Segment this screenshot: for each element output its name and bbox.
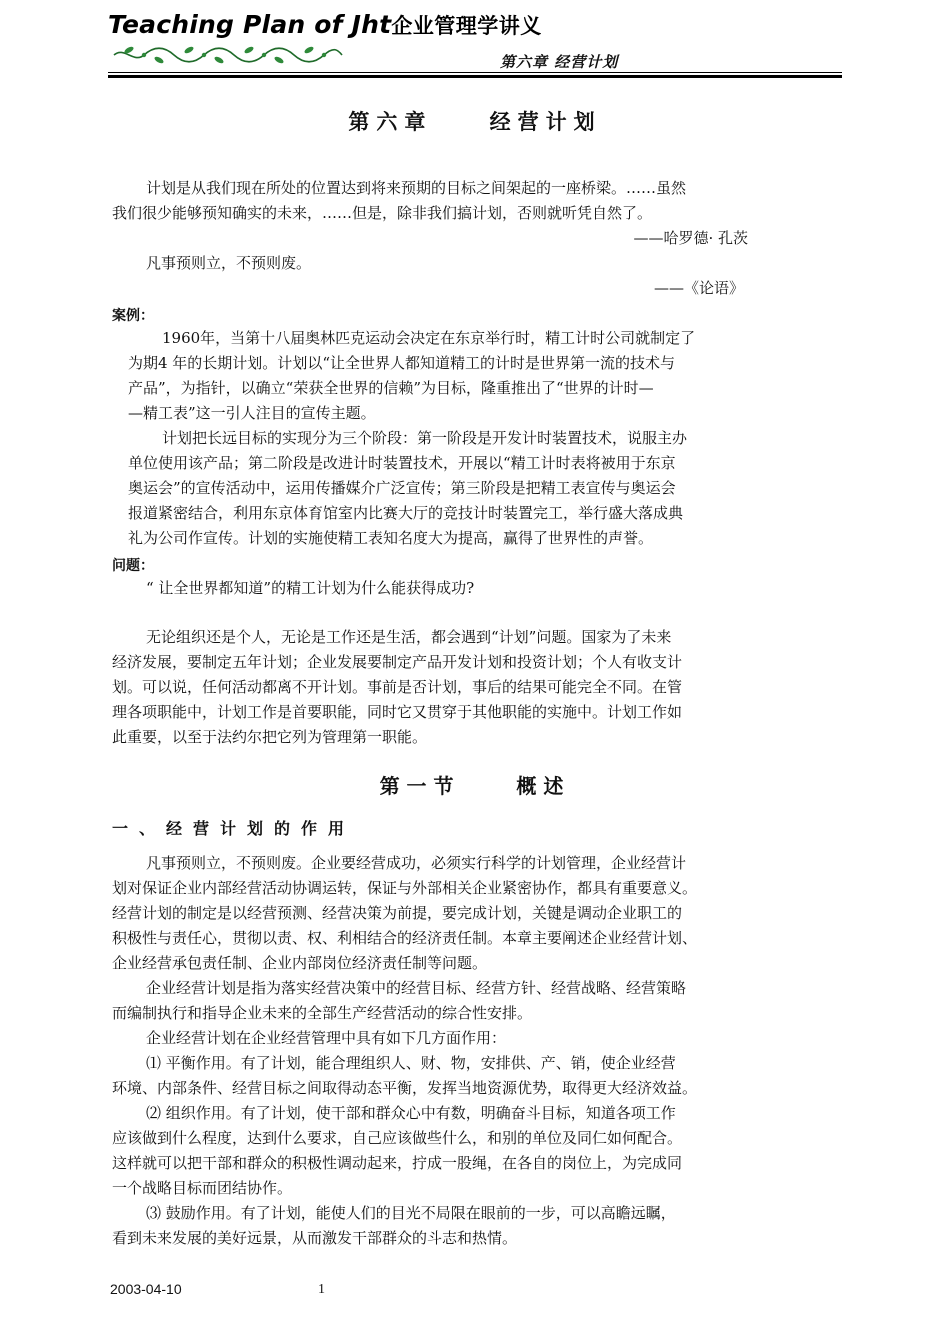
body-line: 划对保证企业内部经营活动协调运转，保证与外部相关企业紧密协作，都具有重要意义。 [112,879,698,897]
question-label: 问题： [112,558,154,574]
question-text: “ 让全世界都知道”的精工计划为什么能获得成功? [146,579,475,597]
body-line: 环境、内部条件、经营目标之间取得动态平衡，发挥当地资源优势，取得更大经济效益。 [112,1079,698,1097]
body-line: 一个战略目标而团结协作。 [112,1179,293,1197]
list-item: ⑴ 平衡作用。有了计划，能合理组织人、财、物，安排供、产、销，使企业经营 [146,1054,676,1072]
body-line: 积极性与责任心，贯彻以责、权、利相结合的经济责任制。本章主要阐述企业经营计划、 [112,929,698,947]
body-line: 应该做到什么程度，达到什么要求，自己应该做些什么，和别的单位及同仁如何配合。 [112,1129,683,1147]
quote-author: ——哈罗德· 孔茨 [633,229,748,247]
intro-line: 此重要，以至于法约尔把它列为管理第一职能。 [112,728,428,746]
case-line: 报道紧密结合，利用东京体育馆室内比赛大厅的竞技计时装置完工，举行盛大落成典 [128,504,684,522]
list-item: ⑵ 组织作用。有了计划，使干部和群众心中有数，明确奋斗目标，知道各项工作 [146,1104,676,1122]
case-line: 1960年，当第十八届奥林匹克运动会决定在东京举行时，精工计时公司就制定了 [162,329,696,347]
body-line: 而编制执行和指导企业未来的全部生产经营活动的综合性安排。 [112,1004,533,1022]
header-rule-thick [108,75,842,78]
list-item: ⑶ 鼓励作用。有了计划，能使人们的目光不局限在眼前的一步，可以高瞻远瞩， [146,1204,676,1222]
page-number: 1 [318,1282,325,1297]
footer-date: 2003-04-10 [110,1281,182,1297]
case-line: 为期4 年的长期计划。计划以“让全世界人都知道精工的计时是世界第一流的技术与 [128,354,675,372]
quote-source: ——《论语》 [653,279,744,297]
case-line: 单位使用该产品；第二阶段是改进计时装置技术，开展以“精工计时表将被用于东京 [128,454,676,472]
case-line: 礼为公司作宣传。计划的实施使精工表知名度大为提高，赢得了世界性的声誉。 [128,529,654,547]
subsection-title: 一、经营计划的作用 [112,819,356,838]
body-line: 企业经营承包责任制、企业内部岗位经济责任制等问题。 [112,954,488,972]
intro-line: 无论组织还是个人，无论是工作还是生活，都会遇到“计划”问题。国家为了未来 [146,628,672,646]
vine-ornament-icon [112,44,344,66]
case-line: 奥运会”的宣传活动中，运用传播媒介广泛宣传；第三阶段是把精工表宣传与奥运会 [128,479,676,497]
body-line: 看到未来发展的美好远景，从而激发干部群众的斗志和热情。 [112,1229,518,1247]
chapter-title: 第六章 经营计划 [348,110,602,134]
quote-line: 凡事预则立，不预则废。 [146,254,312,272]
case-line: —精工表”这一引人注目的宣传主题。 [128,404,376,422]
body-line: 凡事预则立，不预则废。企业要经营成功，必须实行科学的计划管理，企业经营计 [146,854,687,872]
header-title-cn: 企业管理学讲义 [391,14,542,38]
body-line: 企业经营计划是指为落实经营决策中的经营目标、经营方针、经营战略、经营策略 [146,979,687,997]
header-chapter-label: 第六章 经营计划 [500,53,619,71]
intro-line: 经济发展，要制定五年计划；企业发展要制定产品开发计划和投资计划；个人有收支计 [112,653,683,671]
header-rule [108,72,842,73]
case-label: 案例： [112,308,154,324]
section-title: 第一节 概述 [379,774,571,798]
header-title [108,10,542,40]
case-line: 产品”，为指针，以确立“荣获全世界的信赖”为目标，隆重推出了“世界的计时— [128,379,654,397]
intro-line: 理各项职能中，计划工作是首要职能，同时它又贯穿于其他职能的实施中。计划工作如 [112,703,683,721]
body-line: 企业经营计划在企业经营管理中具有如下几方面作用： [146,1029,507,1047]
case-line: 计划把长远目标的实现分为三个阶段：第一阶段是开发计时装置技术，说服主办 [162,429,688,447]
header-title-en: Teaching Plan of Jht [108,10,392,39]
quote-line: 我们很少能够预知确实的未来，……但是，除非我们搞计划，否则就听凭自然了。 [112,204,653,222]
intro-line: 划。可以说，任何活动都离不开计划。事前是否计划，事后的结果可能完全不同。在管 [112,678,683,696]
body-line: 经营计划的制定是以经营预测、经营决策为前提，要完成计划，关键是调动企业职工的 [112,904,683,922]
body-line: 这样就可以把干部和群众的积极性调动起来，拧成一股绳，在各自的岗位上，为完成同 [112,1154,683,1172]
quote-line: 计划是从我们现在所处的位置达到将来预期的目标之间架起的一座桥梁。……虽然 [146,179,687,197]
